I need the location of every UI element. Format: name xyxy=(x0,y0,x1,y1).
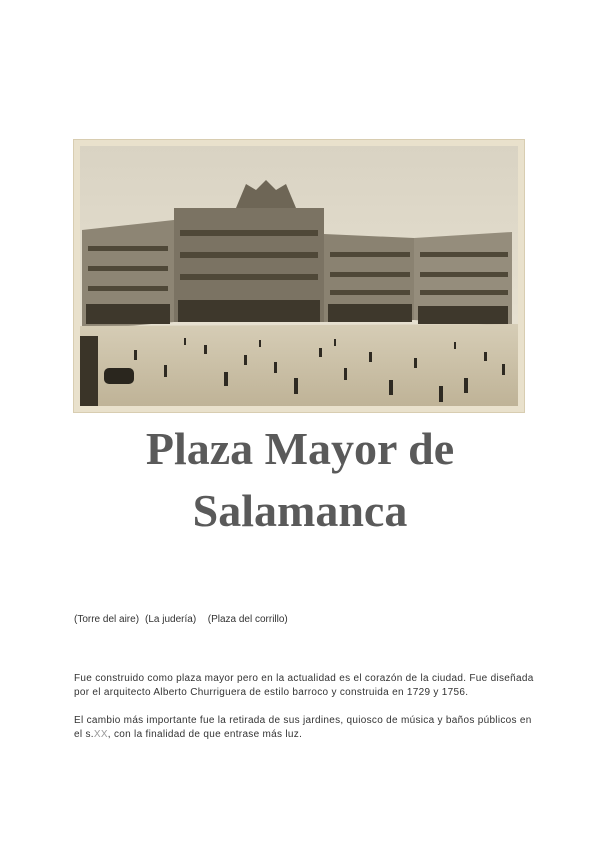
page-title xyxy=(0,418,600,542)
plaza-photo xyxy=(74,140,524,412)
title-line-2: Salamanca xyxy=(192,485,408,536)
related-links xyxy=(74,614,294,625)
title-line-1: Plaza Mayor de xyxy=(145,423,455,474)
paragraph-changes xyxy=(74,714,534,742)
link-la-juderia[interactable]: (La judería) xyxy=(145,614,197,625)
paragraph-history: Fue construido como plaza mayor pero en la actualidad es el corazón de la ciudad. Fue diseñada por el arquitecto Alberto Churriguera de estilo barroco y construida en 1729 y 1756. xyxy=(74,673,534,698)
century-label: XX xyxy=(93,729,108,740)
link-torre-del-aire[interactable]: (Torre del aire) xyxy=(74,614,140,625)
paragraph-changes-text: El cambio más importante fue la retirada de sus jardines, quiosco de música y baños públicos en el s. xyxy=(74,715,532,740)
paragraph-changes-end: , con la finalidad de que entrase más luz. xyxy=(107,729,303,740)
plaza-photo-illustration xyxy=(74,140,524,412)
link-plaza-del-corrillo[interactable]: (Plaza del corrillo) xyxy=(207,614,288,625)
